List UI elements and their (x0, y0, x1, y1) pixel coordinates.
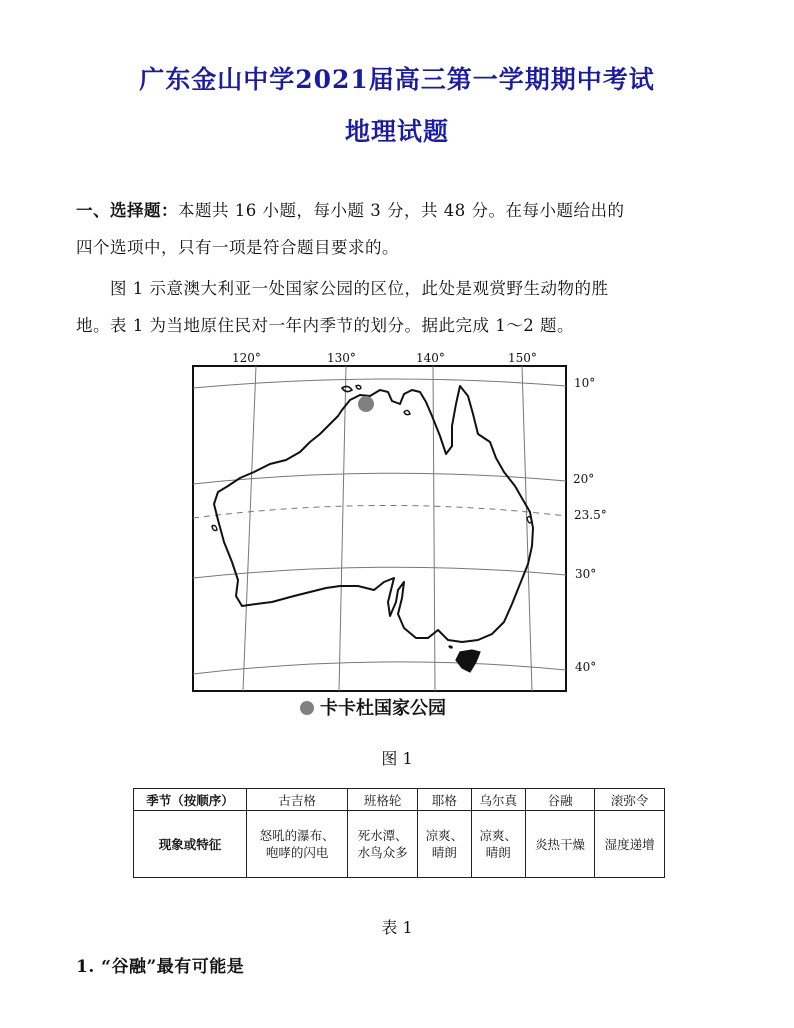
season-header-row (134, 789, 665, 811)
island-king (448, 645, 453, 648)
section1-colon: ： (161, 201, 178, 220)
lat-label-10: 10° (574, 376, 596, 390)
intro-line2: 地。表 1 为当地原住民对一年内季节的划分。据此完成 1～2 题。 (76, 316, 574, 335)
intro-line1: 图 1 示意澳大利亚一处国家公园的区位，此处是观赏野生动物的胜 (110, 279, 609, 298)
section1-text-line1: 本题共 16 小题，每小题 3 分，共 48 分。在每小题给出的 (178, 201, 625, 220)
feature-row-header: 现象或特征 (134, 811, 247, 878)
season-cell: 古吉格 (247, 789, 348, 811)
tropic-of-capricorn (193, 505, 566, 518)
lon-label-140: 140° (416, 351, 445, 365)
feature-text: 水鸟众多 (357, 845, 408, 860)
feature-row (134, 811, 665, 878)
season-table (133, 788, 665, 878)
island-west (212, 526, 217, 531)
feature-text: 晴朗 (485, 845, 511, 860)
legend-label: 卡卡杜国家公园 (320, 698, 446, 719)
intro-paragraph (76, 270, 718, 344)
island-groote (404, 410, 410, 414)
tasmania (456, 650, 480, 672)
lat-label-30: 30° (575, 567, 597, 581)
feature-cell (247, 811, 348, 878)
island-tiwi (342, 386, 352, 391)
meridian-150 (522, 366, 532, 691)
feature-cell (471, 811, 525, 878)
exam-title: 广东金山中学2021届高三第一学期期中考试 (139, 65, 655, 94)
season-cell: 谷融 (525, 789, 595, 811)
section1-text-line2: 四个选项中，只有一项是符合题目要求的。 (76, 238, 399, 257)
feature-text: 咆哮的闪电 (265, 845, 329, 860)
season-row-header: 季节（按顺序） (134, 789, 247, 811)
feature-text: 凉爽、 (479, 828, 517, 843)
meridian-140 (433, 366, 435, 691)
season-cell: 乌尔真 (471, 789, 525, 811)
island-small (356, 385, 361, 389)
meridian-130 (339, 366, 346, 691)
question-1: 1. “谷融”最有可能是 (76, 957, 245, 977)
map-frame (193, 366, 566, 691)
section1-heading: 一、选择题 (76, 201, 161, 220)
season-cell: 滚弥令 (595, 789, 665, 811)
section1-instructions (76, 192, 718, 266)
lat-label-20: 20° (573, 472, 595, 486)
graticule (193, 366, 566, 691)
feature-cell (595, 811, 665, 878)
feature-cell (525, 811, 595, 878)
parallel-30 (193, 567, 566, 578)
figure-caption: 图 1 (381, 749, 413, 768)
australia-outline (214, 386, 533, 642)
parallel-40 (193, 662, 566, 674)
lat-label-40: 40° (575, 660, 597, 674)
kakadu-marker (358, 396, 374, 412)
feature-text: 晴朗 (431, 845, 457, 860)
lat-label-23-5: 23.5° (574, 508, 607, 522)
feature-cell (417, 811, 471, 878)
legend-marker (300, 701, 314, 715)
feature-text: 湿度递增 (604, 836, 655, 852)
table-caption: 表 1 (381, 918, 413, 937)
australia-map (190, 346, 610, 721)
parallel-10 (193, 379, 566, 388)
feature-text: 凉爽、 (425, 828, 464, 843)
feature-cell (348, 811, 418, 878)
season-cell: 耶格 (417, 789, 471, 811)
lon-label-150: 150° (508, 351, 537, 365)
subject-title: 地理试题 (344, 117, 449, 146)
feature-text: 怒吼的瀑布、 (259, 828, 335, 843)
feature-text: 死水潭、 (357, 828, 408, 843)
season-cell: 班格轮 (348, 789, 418, 811)
lon-label-120: 120° (232, 351, 261, 365)
feature-text: 炎热干燥 (534, 836, 585, 852)
meridian-120 (243, 366, 256, 691)
lon-label-130: 130° (327, 351, 356, 365)
island-fraser (527, 517, 532, 523)
